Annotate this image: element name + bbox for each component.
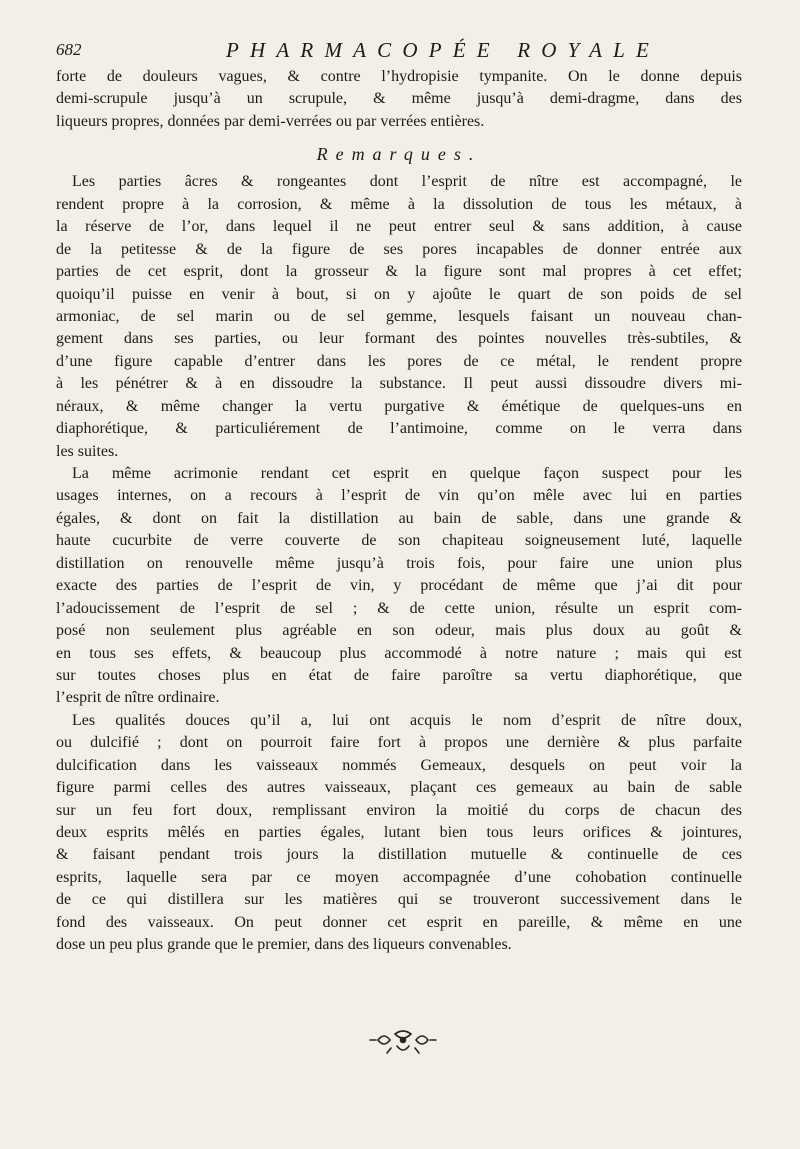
page-header bbox=[56, 38, 742, 64]
text-line: la réserve de l’or, dans lequel il ne peut entrer seul & sans addition, à cause bbox=[56, 218, 742, 236]
text-line: esprits, laquelle sera par ce moyen accompagnée d’une cohobation continuelle bbox=[56, 868, 742, 886]
text-line: les suites. bbox=[56, 442, 119, 460]
text-line: en tous ses effets, & beaucoup plus accommodé à notre nature ; mais qui est bbox=[56, 644, 742, 662]
text-line: dose un peu plus grande que le premier, dans des liqueurs convenables. bbox=[56, 936, 512, 954]
text-line: & faisant pendant trois jours la distillation mutuelle & continuelle de ces bbox=[56, 846, 742, 864]
text-line: à les pénétrer & à en dissoudre la substance. Il peut aussi dissoudre divers mi- bbox=[56, 375, 742, 393]
paragraph-2 bbox=[56, 463, 742, 710]
text-line: figure parmi celles des autres vaisseaux, plaçant ces gemeaux au bain de sable bbox=[56, 779, 742, 797]
text-line: forte de douleurs vagues, & contre l’hydropisie tympanite. On le donne depuis bbox=[56, 68, 742, 85]
text-line: l’adoucissement de l’esprit de sel ; & de cette union, résulte un esprit com- bbox=[56, 599, 742, 617]
page-number: 682 bbox=[56, 40, 82, 59]
text-line: d’une figure capable d’entrer dans les pores de ce métal, le rendent propre bbox=[56, 352, 742, 370]
paragraph-3 bbox=[56, 710, 742, 957]
text-line: gement dans ses parties, ou leur formant des pointes nouvelles très-subtiles, & bbox=[56, 330, 742, 348]
text-line: distillation on renouvelle même jusqu’à trois fois, pour faire une union plus bbox=[56, 554, 742, 572]
text-line: néraux, & même changer la vertu purgative & émétique de quelques-uns en bbox=[56, 397, 742, 415]
text-line: posé non seulement plus agréable en son odeur, mais plus doux au goût & bbox=[56, 622, 742, 640]
text-line: Les qualités douces qu’il a, lui ont acquis le nom d’esprit de nître doux, bbox=[72, 711, 742, 729]
text-line: haute cucurbite de verre couverte de son chapiteau soigneusement luté, laquelle bbox=[56, 532, 742, 550]
body-text bbox=[56, 66, 742, 957]
text-line: diaphorétique, & particuliérement de l’antimoine, comme on le verra dans bbox=[56, 420, 742, 438]
text-line: armoniac, de sel marin ou de sel gemme, lesquels faisant un nouveau chan- bbox=[56, 307, 742, 325]
text-line: usages internes, on a recours à l’esprit de vin qu’on mêle avec lui en parties bbox=[56, 487, 742, 505]
text-line: quoiqu’il puisse en venir à bout, si on y ajoûte le quart de son poids de sel bbox=[56, 285, 742, 303]
text-line: parties de cet esprit, dont la grosseur & la figure sont mal propres à cet effet; bbox=[56, 263, 742, 281]
text-line: de ce qui distillera sur les matières qui se trouveront successivement dans le bbox=[56, 891, 742, 909]
paragraph-1 bbox=[56, 171, 742, 463]
section-heading: Remarques. bbox=[316, 144, 482, 165]
running-head: PHARMACOPÉE ROYALE bbox=[226, 38, 661, 62]
text-line: de la petitesse & de la figure de ses pores incapables de donner entrée aux bbox=[56, 240, 742, 258]
text-line: demi-scrupule jusqu’à un scrupule, & même jusqu’à demi-dragme, dans des bbox=[56, 90, 742, 108]
text-line: La même acrimonie rendant cet esprit en quelque façon suspect pour les bbox=[72, 465, 742, 482]
text-line: exacte des parties de l’esprit de vin, y procédant de même que j’ai dit pour bbox=[56, 577, 742, 595]
text-line: sur un feu fort doux, remplissant environ la moitié du corps de chacun des bbox=[56, 801, 742, 819]
text-line: deux esprits mêlés en parties égales, lutant bien tous leurs orifices & jointures, bbox=[56, 824, 742, 841]
text-line: liqueurs propres, données par demi-verrées ou par verrées entières. bbox=[56, 112, 485, 130]
text-line: dulcification dans les vaisseaux nommés Gemeaux, desquels on peut voir la bbox=[56, 756, 742, 774]
text-line: égales, & dont on fait la distillation au bain de sable, dans une grande & bbox=[56, 509, 742, 527]
text-line: sur toutes choses plus en état de faire paroître sa vertu diaphorétique, que bbox=[56, 666, 742, 684]
text-line: Les parties âcres & rongeantes dont l’esprit de nître est accompagné, le bbox=[72, 173, 742, 191]
text-line: rendent propre à la corrosion, & même à la dissolution de tous les métaux, à bbox=[56, 195, 742, 213]
intro-paragraph bbox=[56, 66, 742, 133]
text-line: fond des vaisseaux. On peut donner cet esprit en pareille, & même en une bbox=[56, 913, 742, 931]
text-line: ou dulcifié ; dont on pourroit faire fort à propos une dernière & plus parfaite bbox=[56, 734, 742, 752]
fleuron-ornament-icon bbox=[358, 1026, 448, 1056]
text-line: l’esprit de nître ordinaire. bbox=[56, 689, 220, 707]
